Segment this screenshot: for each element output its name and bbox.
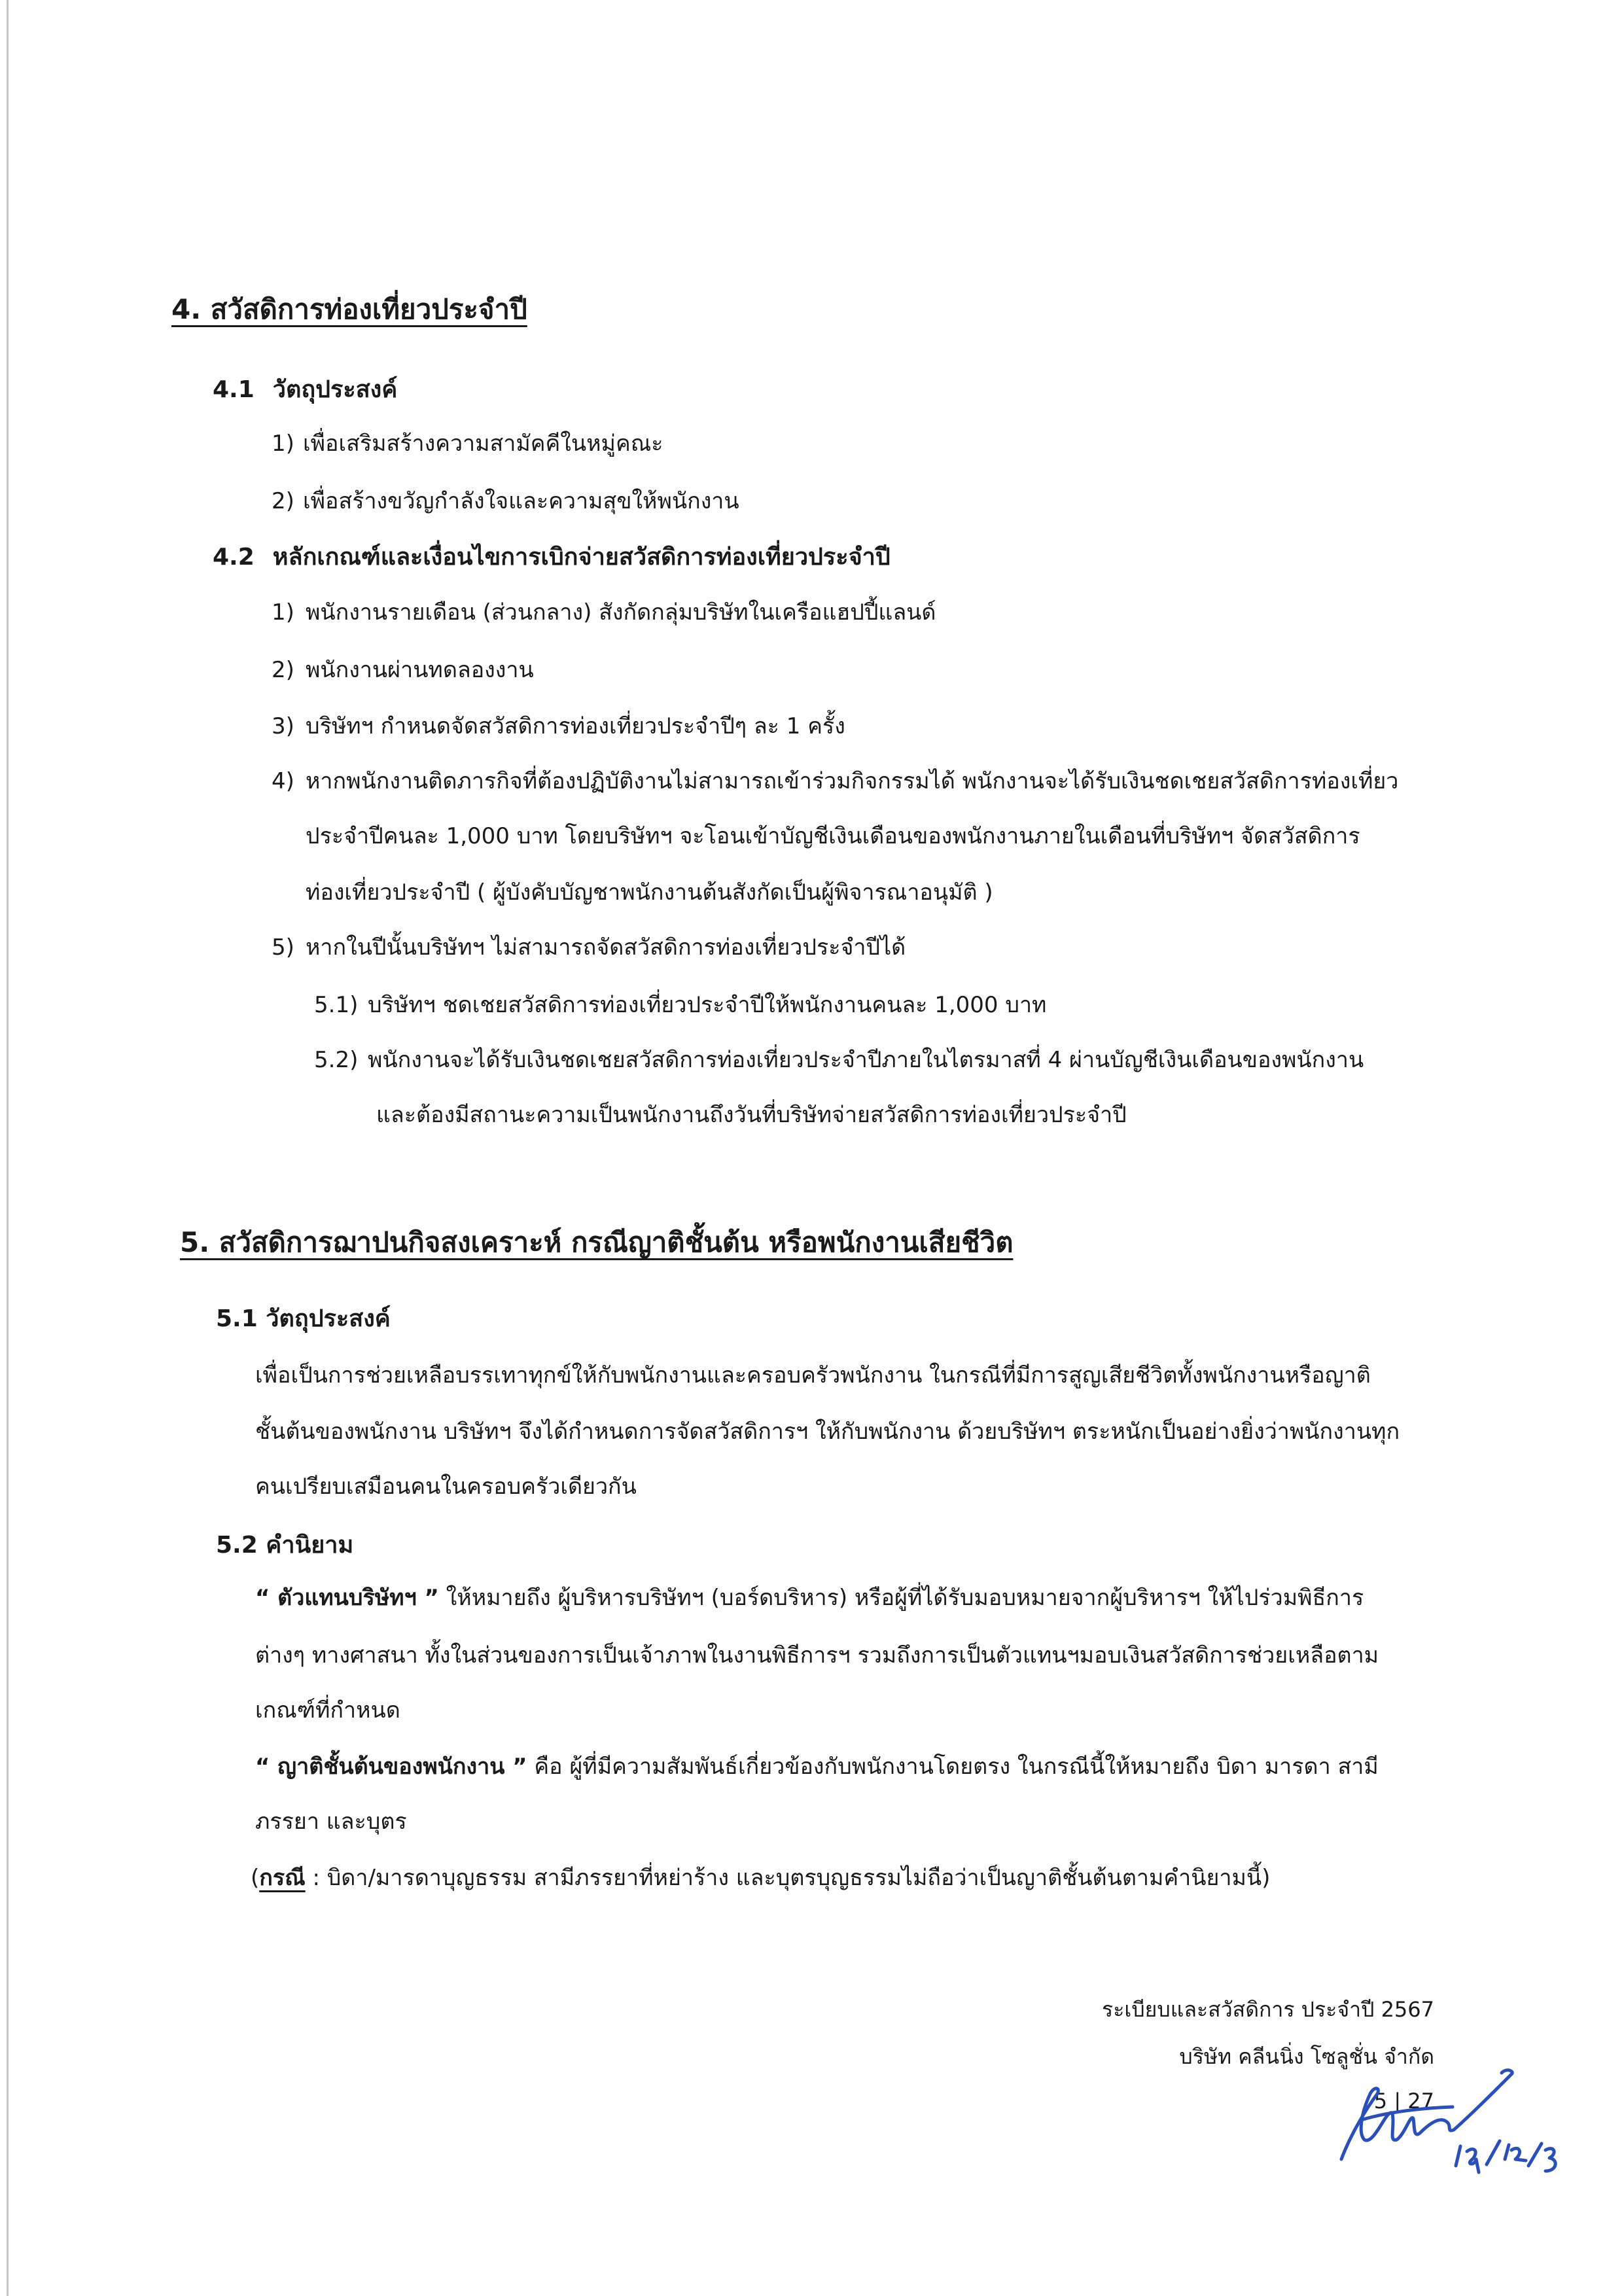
note-label: กรณี bbox=[259, 1865, 306, 1891]
section-4-title: 4. สวัสดิการท่องเที่ยวประจำปี bbox=[171, 293, 527, 325]
objective-item bbox=[272, 425, 663, 461]
sub-continuation: และต้องมีสถานะความเป็นพนักงานถึงวันที่บริษัทจ่ายสวัสดิการท่องเที่ยวประจำปี bbox=[376, 1102, 1127, 1128]
definition-text: คือ ผู้ที่มีความสัมพันธ์เกี่ยวข้องกับพนักงานโดยตรง ในกรณีนี้ให้หมายถึง บิดา มารดา สามี bbox=[527, 1754, 1379, 1780]
item-text: หากพนักงานติดภารกิจที่ต้องปฏิบัติงานไม่สามารถเข้าร่วมกิจกรรมได้ พนักงานจะได้รับเงินชดเชยสวัสดิการท่องเที่ยว bbox=[306, 768, 1399, 794]
item-number: 2) bbox=[272, 488, 294, 514]
section-label: หลักเกณฑ์และเงื่อนไขการเบิกจ่ายสวัสดิการท่องเที่ยวประจำปี bbox=[272, 544, 891, 571]
paragraph-line: คนเปรียบเสมือนคนในครอบครัวเดียวกัน bbox=[255, 1474, 637, 1500]
item-text: พนักงานผ่านทดลองงาน bbox=[306, 657, 534, 683]
section-number: 4.2 bbox=[213, 544, 255, 571]
item-number: 5) bbox=[272, 934, 294, 961]
signature-mark bbox=[1315, 2035, 1590, 2205]
definition-text: ให้หมายถึง ผู้บริหารบริษัทฯ (บอร์ดบริหาร) หรือผู้ที่ได้รับมอบหมายจากผู้บริหารฯ ให้ไปร่วมพิธีการ bbox=[438, 1585, 1364, 1611]
rule-item bbox=[272, 929, 906, 964]
item-text: เพื่อเสริมสร้างความสามัคคีในหมู่คณะ bbox=[303, 431, 663, 457]
rule-item bbox=[272, 763, 1398, 798]
item-number: 1) bbox=[272, 599, 294, 626]
rule-continuation: ท่องเที่ยวประจำปี ( ผู้บังคับบัญชาพนักงานต้นสังกัดเป็นผู้พิจารณาอนุมัติ ) bbox=[306, 879, 993, 906]
rule-item bbox=[272, 652, 534, 687]
definition-term: “ ญาติชั้นต้นของพนักงาน ” bbox=[255, 1754, 527, 1780]
section-label: วัตถุประสงค์ bbox=[272, 376, 398, 403]
definition-relatives bbox=[255, 1748, 1379, 1784]
item-number: 1) bbox=[272, 431, 294, 457]
definition-continuation: เกณฑ์ที่กำหนด bbox=[255, 1697, 400, 1723]
definition-continuation: ต่างๆ ทางศาสนา ทั้งในส่วนของการเป็นเจ้าภาพในงานพิธีการฯ รวมถึงการเป็นตัวแทนฯมอบเงินสวัสดิการช่วยเหลือตาม bbox=[255, 1642, 1379, 1669]
item-number: 5.1) bbox=[314, 992, 359, 1018]
rule-continuation: ประจำปีคนละ 1,000 บาท โดยบริษัทฯ จะโอนเข้าบัญชีเงินเดือนของพนักงานภายในเดือนที่บริษัทฯ จัดสวัสดิการ bbox=[306, 823, 1360, 849]
paragraph-line: ชั้นต้นของพนักงาน บริษัทฯ จึงได้กำหนดการจัดสวัสดิการฯ ให้กับพนักงาน ด้วยบริษัทฯ ตระหนักเป็นอย่างยิ่งว่าพนักงานทุก bbox=[255, 1419, 1400, 1445]
scan-edge bbox=[7, 0, 9, 2296]
section-number: 4.1 bbox=[213, 376, 255, 403]
section-4-1-heading bbox=[213, 370, 397, 408]
item-text: หากในปีนั้นบริษัทฯ ไม่สามารถจัดสวัสดิการท่องเที่ยวประจำปีได้ bbox=[306, 934, 906, 961]
section-5-2-heading: 5.2 คำนิยาม bbox=[216, 1532, 354, 1559]
note-text: : บิดา/มารดาบุญธรรม สามีภรรยาที่หย่าร้าง และบุตรบุญธรรมไม่ถือว่าเป็นญาติชั้นต้นตามคำนิยามนี้) bbox=[305, 1865, 1271, 1891]
objective-item bbox=[272, 483, 739, 518]
footer-company: บริษัท คลีนนิ่ง โซลูชั่น จำกัด bbox=[1179, 2044, 1434, 2069]
definition-continuation: ภรรยา และบุตร bbox=[255, 1809, 407, 1835]
paragraph-line: เพื่อเป็นการช่วยเหลือบรรเทาทุกข์ให้กับพนักงานและครอบครัวพนักงาน ในกรณีที่มีการสูญเสียชีวิตทั้งพนักงานหรือญาติ bbox=[255, 1362, 1371, 1388]
note-line bbox=[251, 1860, 1270, 1895]
sub-item bbox=[314, 1042, 1364, 1077]
definition-representative bbox=[255, 1580, 1364, 1615]
item-text: บริษัทฯ ชดเชยสวัสดิการท่องเที่ยวประจำปีให้พนักงานคนละ 1,000 บาท bbox=[368, 992, 1047, 1018]
definition-term: “ ตัวแทนบริษัทฯ ” bbox=[255, 1585, 439, 1611]
page-number: 5 | 27 bbox=[1373, 2089, 1434, 2113]
section-5-title: 5. สวัสดิการฌาปนกิจสงเคราะห์ กรณีญาติชั้นต้น หรือพนักงานเสียชีวิต bbox=[180, 1226, 1014, 1258]
item-number: 4) bbox=[272, 768, 294, 794]
section-4-2-heading bbox=[213, 538, 891, 575]
sub-item bbox=[314, 987, 1046, 1022]
item-number: 3) bbox=[272, 713, 294, 739]
item-number: 2) bbox=[272, 657, 294, 683]
item-text: บริษัทฯ กำหนดจัดสวัสดิการท่องเที่ยวประจำปีๆ ละ 1 ครั้ง bbox=[306, 713, 845, 739]
item-text: พนักงานจะได้รับเงินชดเชยสวัสดิการท่องเที่ยวประจำปีภายในไตรมาสที่ 4 ผ่านบัญชีเงินเดือนของพนักงาน bbox=[368, 1047, 1364, 1073]
rule-item bbox=[272, 594, 936, 629]
footer-regulation: ระเบียบและสวัสดิการ ประจำปี 2567 bbox=[1102, 1997, 1434, 2022]
item-text: เพื่อสร้างขวัญกำลังใจและความสุขให้พนักงาน bbox=[303, 488, 739, 514]
rule-item bbox=[272, 708, 845, 743]
item-number: 5.2) bbox=[314, 1047, 359, 1073]
item-text: พนักงานรายเดือน (ส่วนกลาง) สังกัดกลุ่มบริษัทในเครือแฮปปี้แลนด์ bbox=[306, 599, 936, 626]
note-open: ( bbox=[251, 1865, 260, 1891]
section-5-1-heading: 5.1 วัตถุประสงค์ bbox=[216, 1305, 391, 1332]
